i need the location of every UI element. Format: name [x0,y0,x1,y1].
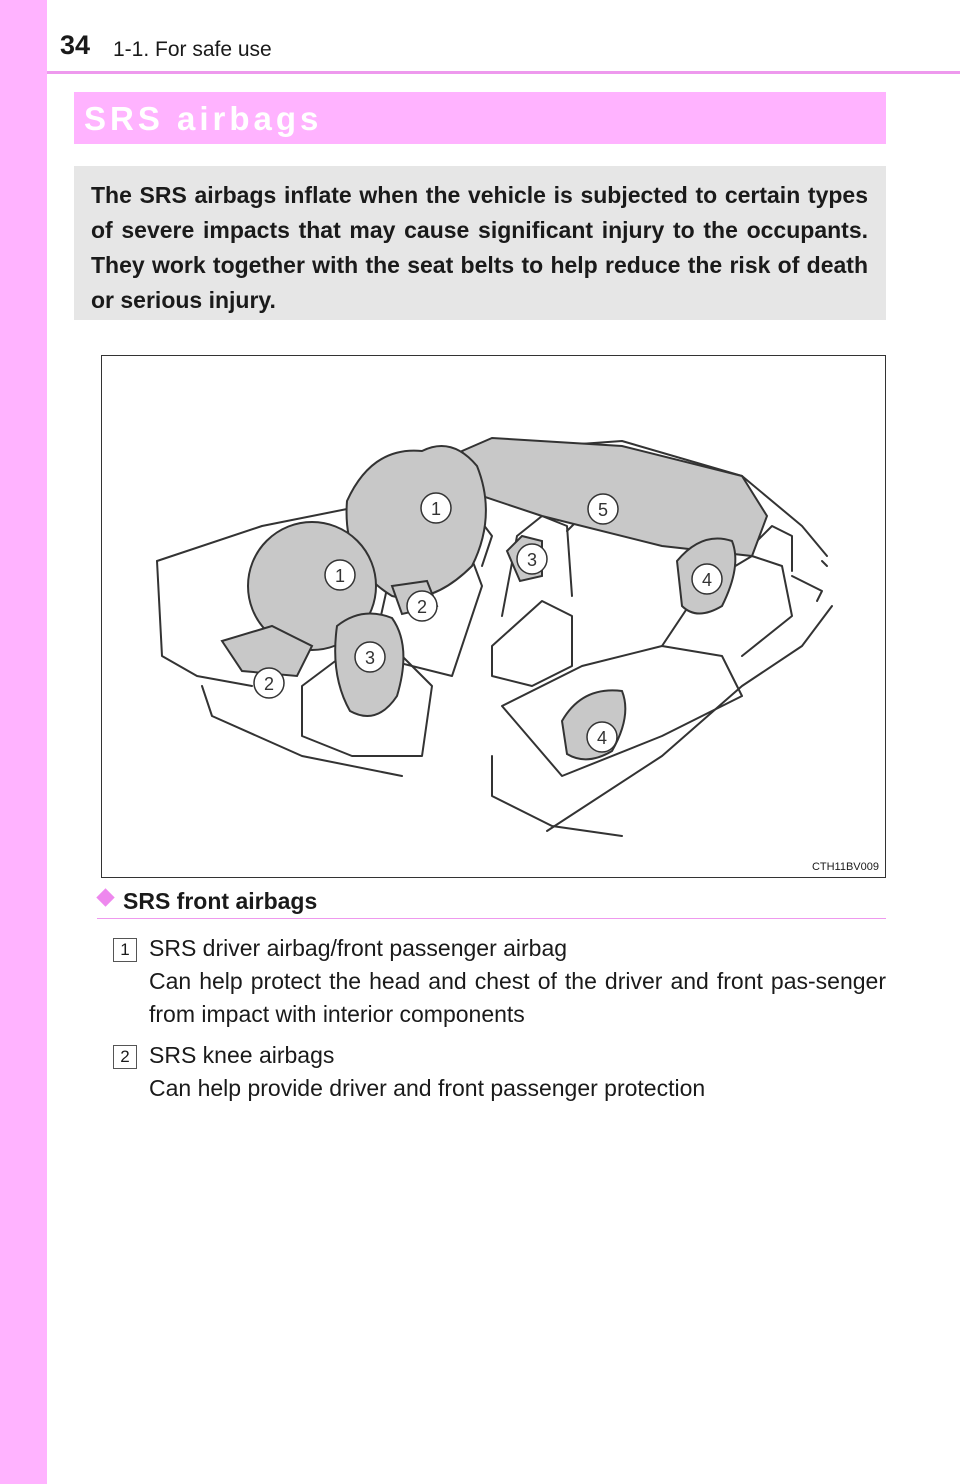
section-title-band [74,92,886,144]
item-description: Can help provide driver and front passenger protection [149,1075,706,1101]
callout-label: 2 [263,674,275,694]
figure-code: CTH11BV009 [811,861,879,873]
header-rule [47,71,960,74]
section-title: SRS airbags [84,100,323,137]
item-title: SRS driver airbag/front passenger airbag [149,935,568,961]
callout-2-upper [407,591,437,621]
diamond-bullet-icon [96,888,114,906]
intro-text: The SRS airbags inflate when the vehicle is subjected to certain types of severe impacts that may cause significant injury to the occupants. They work together with the seat belts to help reduce the risk of death or serious injury. [91,182,868,313]
callout-label: 5 [597,500,609,520]
passenger-seat-cushion [492,601,572,686]
intro-box [74,166,886,320]
callout-label: 1 [430,499,442,519]
callout-3-lower [355,642,385,672]
callout-2-lower [254,668,284,698]
subsection-title: SRS front airbags [123,888,318,914]
callout-label: 4 [701,570,713,590]
item-title: SRS knee airbags [149,1042,335,1068]
car-interior-drawing [102,356,885,877]
item-number-box: 1 [113,938,137,962]
belt-anchor-2 [822,561,827,566]
callout-3-upper [517,544,547,574]
callout-label: 4 [596,728,608,748]
callout-label: 1 [334,566,346,586]
item-description: Can help protect the head and chest of the driver and front pas-senger from impact with interior components [149,968,886,1027]
callout-label: 3 [364,648,376,668]
callout-1-lower [325,560,355,590]
dashboard-left [157,561,252,686]
item-number-box: 2 [113,1045,137,1069]
callout-4-right [692,564,722,594]
callout-label: 2 [416,597,428,617]
page-number: 34 [60,30,91,60]
callout-1-upper [421,493,451,523]
side-color-bar [0,0,47,1484]
subsection-heading-row [97,886,886,919]
running-head: 1-1. For safe use [113,38,272,61]
callout-4-lower [587,722,617,752]
callout-5 [588,494,618,524]
belt-anchor-1 [792,576,822,601]
airbag-illustration [101,355,886,878]
callout-label: 3 [526,550,538,570]
